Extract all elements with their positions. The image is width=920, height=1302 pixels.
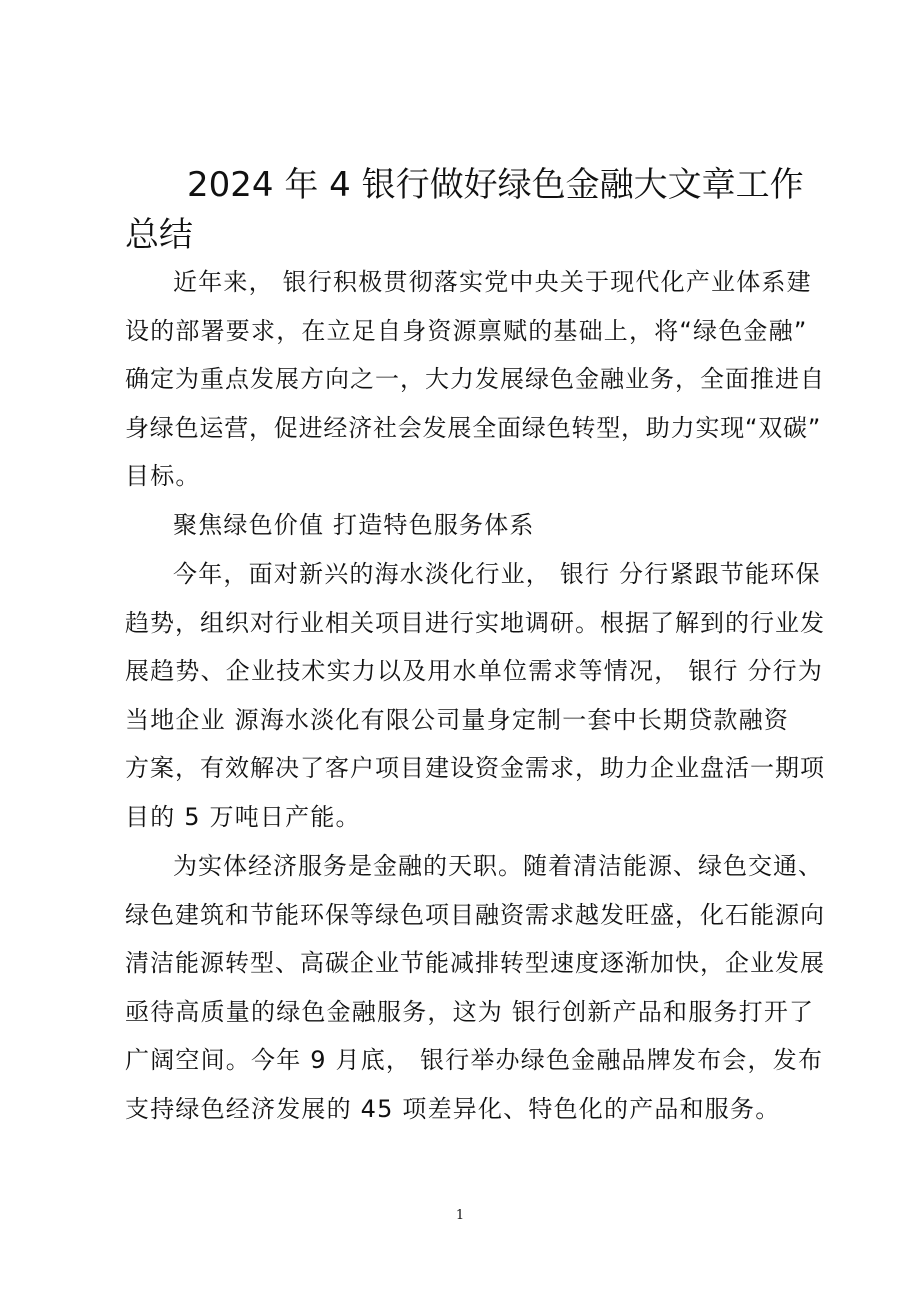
text-line: 身绿色运营，促进经济社会发展全面绿色转型，助力实现“双碳” <box>125 413 822 442</box>
text-line: 展趋势、企业技术实力以及用水单位需求等情况， 银行 分行为 <box>125 657 824 686</box>
section-heading <box>125 501 825 550</box>
text-line: 方案，有效解决了客户项目建设资金需求，助力企业盘活一期项 <box>125 754 825 783</box>
text-line: 近年来， 银行积极贯彻落实党中央关于现代化产业体系建 <box>173 268 812 296</box>
text-line: 趋势，组织对行业相关项目进行实地调研。根据了解到的行业发 <box>125 608 825 637</box>
text-line: 清洁能源转型、高碳企业节能减排转型速度逐渐加快，企业发展 <box>125 949 825 978</box>
title-line-2: 总结 <box>125 215 193 255</box>
text-line: 为实体经济服务是金融的天职。随着清洁能源、绿色交通、 <box>173 852 823 880</box>
text-line: 目标。 <box>125 462 201 491</box>
text-line: 绿色建筑和节能环保等绿色项目融资需求越发旺盛，化石能源向 <box>125 900 825 929</box>
text-line: 当地企业 源海水淡化有限公司量身定制一套中长期贷款融资 <box>125 705 790 734</box>
section-heading-text: 聚焦绿色价值 打造特色服务体系 <box>173 511 535 539</box>
text-line: 支持绿色经济发展的 45 项差异化、特色化的产品和服务。 <box>125 1094 781 1123</box>
text-line: 确定为重点发展方向之一，大力发展绿色金融业务，全面推进自 <box>125 365 825 394</box>
services-paragraph <box>125 842 825 1134</box>
text-line: 设的部署要求，在立足自身资源禀赋的基础上，将“绿色金融” <box>125 316 808 345</box>
title-line-1: 2024 年 4 银行做好绿色金融大文章工作 <box>187 165 804 205</box>
page-number: 1 <box>455 1208 465 1223</box>
text-line: 今年，面对新兴的海水淡化行业， 银行 分行紧跟节能环保 <box>173 560 821 588</box>
seawater-paragraph <box>125 550 825 842</box>
text-line: 广阔空间。今年 9 月底， 银行举办绿色金融品牌发布会，发布 <box>125 1046 824 1075</box>
intro-paragraph <box>125 258 825 501</box>
text-line: 目的 5 万吨日产能。 <box>125 802 361 831</box>
text-line: 亟待高质量的绿色金融服务，这为 银行创新产品和服务打开了 <box>125 997 815 1026</box>
document-title <box>125 160 825 260</box>
